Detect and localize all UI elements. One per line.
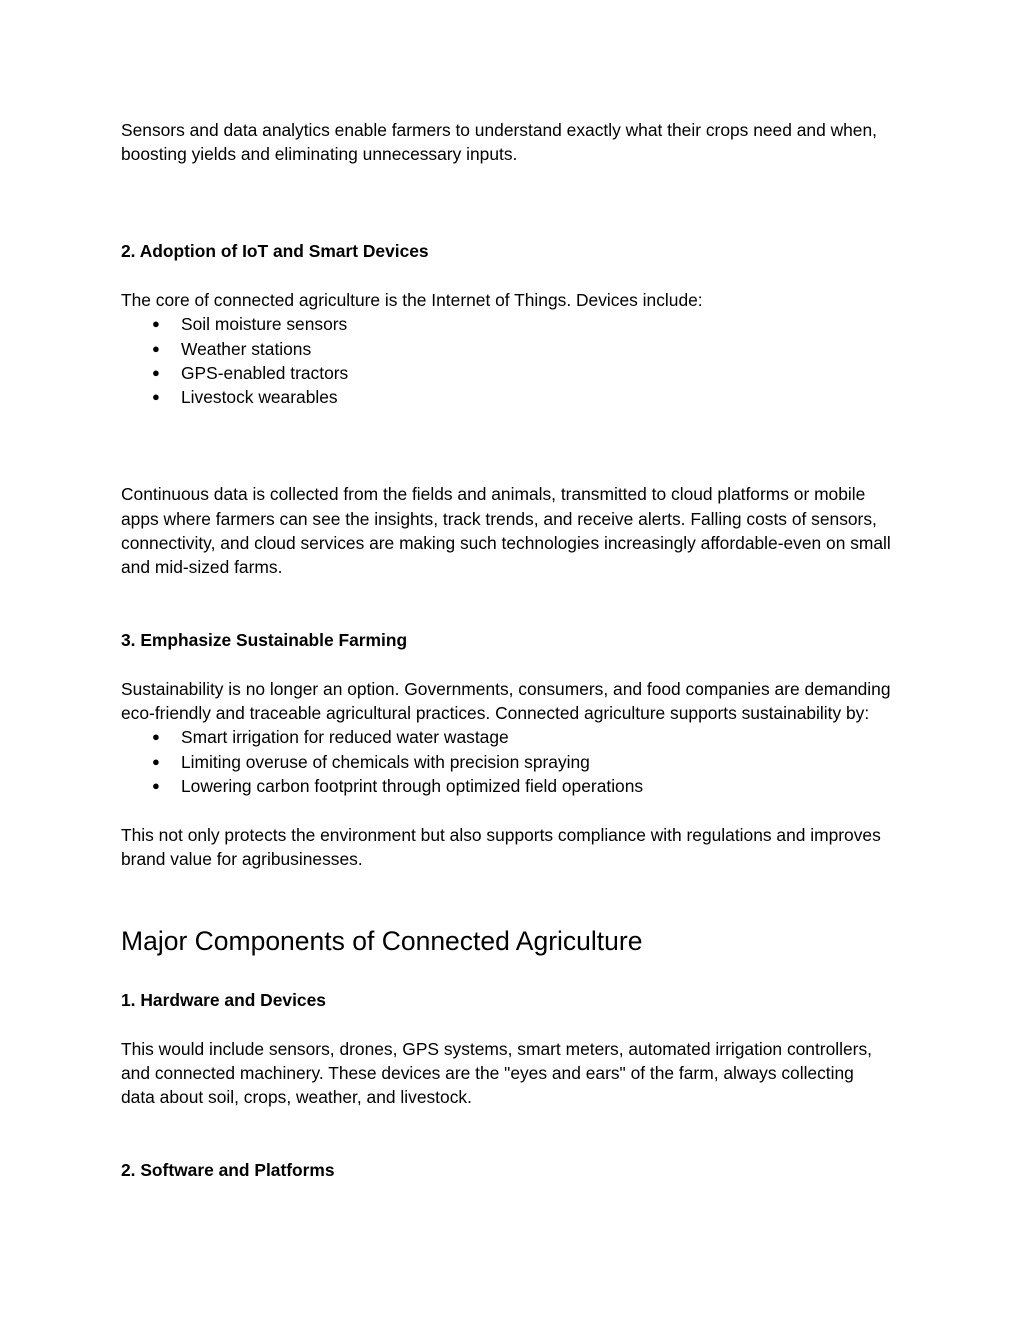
- list-item: ● Lowering carbon footprint through optimized field operations: [121, 774, 891, 798]
- bullet-icon: ●: [152, 753, 160, 769]
- sustainable-body-paragraph: This not only protects the environment but also supports compliance with regulations and improves brand value for agribusinesses.: [121, 824, 881, 869]
- bullet-icon: ●: [152, 340, 160, 356]
- intro-paragraph: Sensors and data analytics enable farmers to understand exactly what their crops need and when, boosting yields and eliminating unnecessary inputs.: [121, 120, 877, 165]
- list-item: ● Smart irrigation for reduced water wastage: [121, 725, 891, 749]
- iot-lead-paragraph: The core of connected agriculture is the Internet of Things. Devices include:: [121, 290, 703, 311]
- bullet-icon: ●: [152, 729, 160, 745]
- bullet-icon: ●: [152, 389, 160, 405]
- hardware-paragraph: This would include sensors, drones, GPS systems, smart meters, automated irrigation controllers, and connected machinery. These devices are the "eyes and ears" of the farm, always collecting data about soil, crops, weather, and livestock.: [121, 1038, 872, 1108]
- iot-device-list: [121, 312, 891, 409]
- section-heading-software: 2. Software and Platforms: [121, 1160, 335, 1181]
- bullet-icon: ●: [152, 364, 160, 380]
- bullet-icon: ●: [152, 316, 160, 332]
- list-item: ● Limiting overuse of chemicals with precision spraying: [121, 750, 891, 774]
- list-item: ● GPS-enabled tractors: [121, 361, 891, 385]
- section-heading-hardware: 1. Hardware and Devices: [121, 990, 326, 1011]
- iot-body-paragraph: Continuous data is collected from the fields and animals, transmitted to cloud platforms or mobile apps where farmers can see the insights, track trends, and receive alerts. Falling costs of sensors, connectivity, and cloud services are making such technologies increasingly affordable-even on small and mid-sized farms.: [121, 484, 891, 578]
- section-heading-iot: 2. Adoption of IoT and Smart Devices: [121, 241, 429, 262]
- components-title: Major Components of Connected Agriculture: [121, 926, 643, 957]
- list-item: ● Weather stations: [121, 337, 891, 361]
- list-item: ● Soil moisture sensors: [121, 312, 891, 336]
- list-item: ● Livestock wearables: [121, 385, 891, 409]
- bullet-icon: ●: [152, 778, 160, 794]
- section-heading-sustainable: 3. Emphasize Sustainable Farming: [121, 630, 408, 651]
- sustainable-practices-list: [121, 725, 891, 798]
- sustainable-lead-paragraph: Sustainability is no longer an option. Governments, consumers, and food companies are demanding eco-friendly and traceable agricultural practices. Connected agriculture supports sustainability by:: [121, 678, 891, 724]
- document-page: [121, 118, 891, 1183]
